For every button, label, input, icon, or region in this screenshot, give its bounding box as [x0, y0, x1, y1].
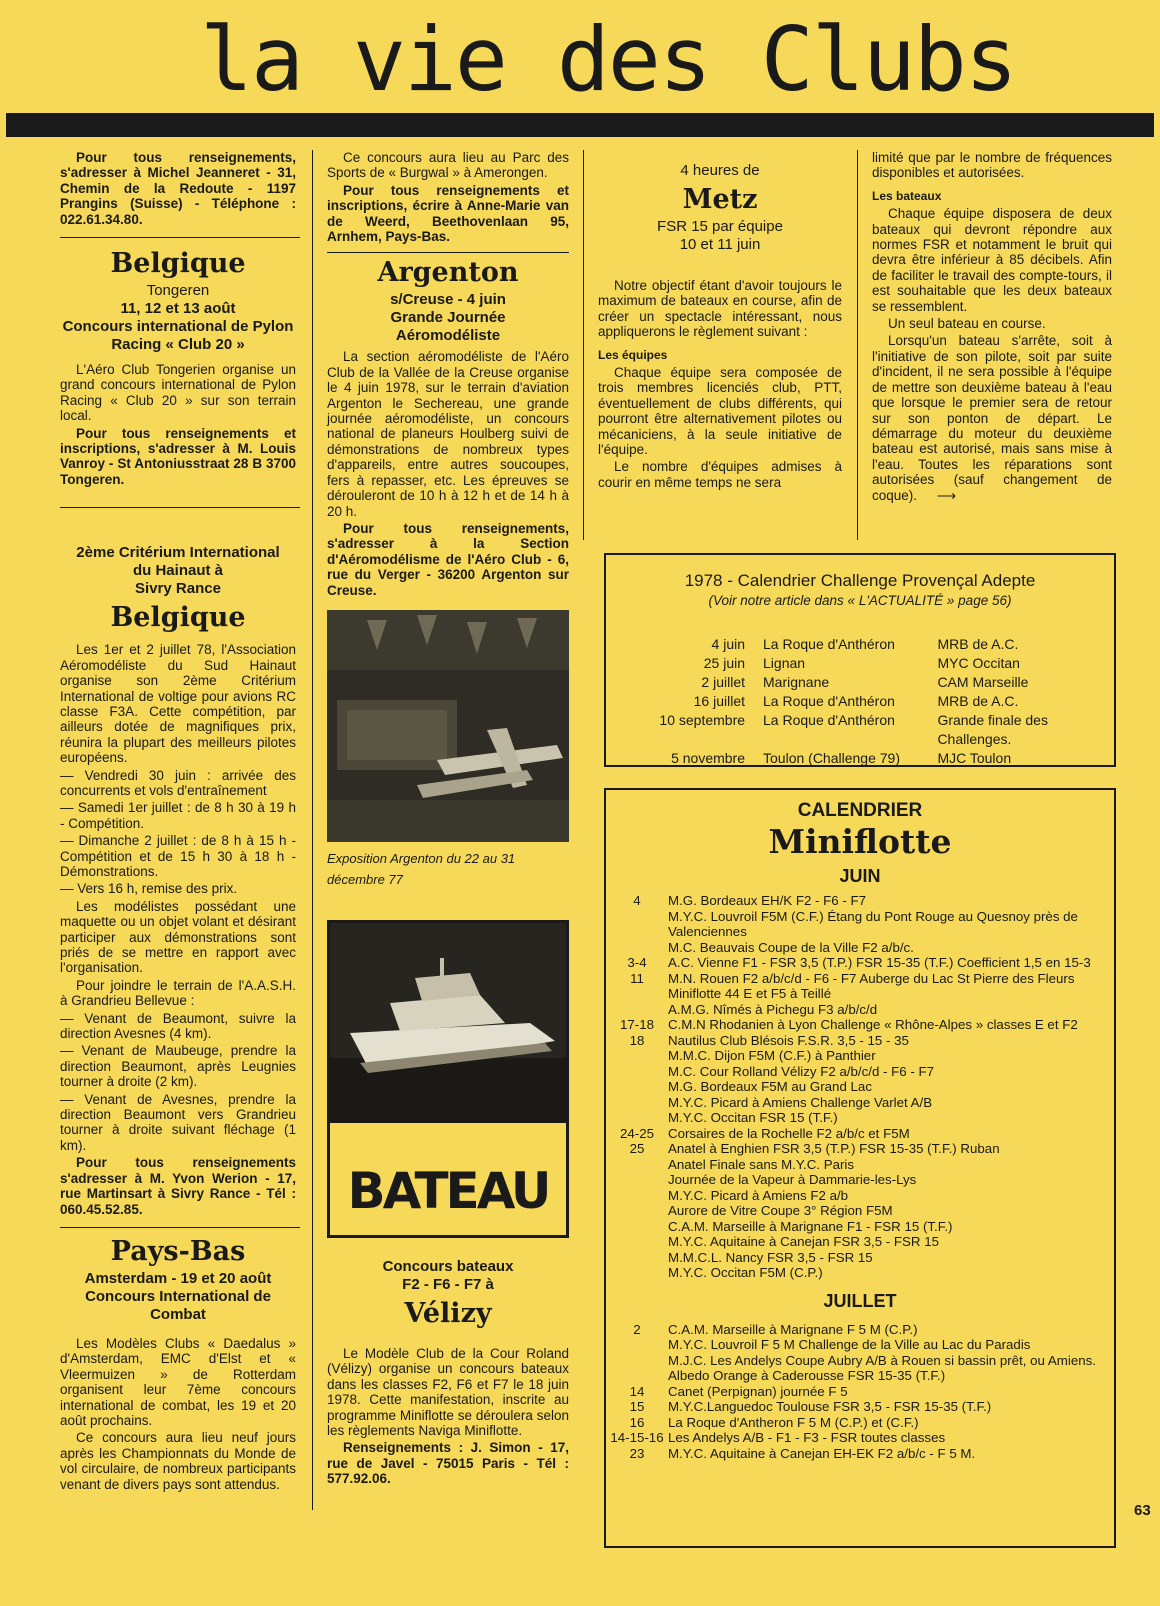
velizy-title: Vélizy — [404, 1297, 492, 1329]
belgique-tongeren-event: Concours international de Pylon Racing « Club 20 » — [62, 318, 294, 354]
calendar-provencal-row — [636, 749, 1096, 768]
miniflotte-event-date — [606, 1095, 668, 1111]
miniflotte-event-row — [606, 1048, 1114, 1064]
miniflotte-event-text: M.M.C.L. Nancy FSR 3,5 - FSR 15 — [668, 1249, 873, 1265]
miniflotte-title: Miniflotte — [768, 822, 952, 861]
page-number: 63 — [1134, 1502, 1151, 1519]
paysbas-event: Concours International de Combat — [85, 1287, 271, 1323]
metz-sub-1: FSR 15 par équipe — [657, 218, 783, 235]
belgique-sivry-title: Belgique — [110, 602, 246, 634]
velizy-kicker-1: Concours bateaux — [382, 1257, 514, 1275]
hainaut-p1: Les 1er et 2 juillet 78, l'Association Aéromodéliste du Sud Hainaut organise son 2ème Critérium International de voltige pour avions RC classe F3A. Cette compétition, par ailleurs dotée de magnifiques prix, réunira la plupart des meilleurs pilotes européens. — [60, 642, 296, 766]
belgique-tongeren-place: Tongeren — [146, 282, 210, 300]
miniflotte-event-date: 14-15-16 — [610, 1430, 664, 1445]
paysbas-title: Pays-Bas — [110, 1235, 246, 1267]
calendar-provencal-club: MJC Toulon — [937, 750, 1012, 766]
calendar-provencal-date: 25 juin — [703, 655, 746, 671]
calendar-provencal-subtitle: (Voir notre article dans « L'ACTUALITÉ » page 56) — [708, 593, 1012, 608]
miniflotte-event-row — [606, 893, 1114, 909]
calendar-provencal-date: 16 juillet — [693, 693, 746, 709]
metz-heading-bateaux: Les bateaux — [872, 188, 942, 203]
miniflotte-event-date — [606, 1265, 668, 1281]
belgique-tongeren-dates: 11, 12 et 13 août — [120, 300, 236, 318]
calendar-provencal-row — [636, 673, 1096, 692]
miniflotte-event-date — [606, 1079, 668, 1095]
continue-arrow-icon: ⟶ — [936, 487, 957, 503]
hainaut-p3: Pour joindre le terrain de l'A.A.S.H. à Grandrieu Bellevue : — [60, 977, 296, 1009]
miniflotte-event-text: Anatel à Enghien FSR 3,5 (T.P.) FSR 15-35 (T.F.) Ruban — [668, 1141, 1000, 1156]
calendar-provencal-club: CAM Marseille — [937, 674, 1029, 690]
miniflotte-event-text: M.C. Cour Rolland Vélizy F2 a/b/c/d - F6 - F7 — [668, 1063, 935, 1079]
miniflotte-event-date — [606, 1337, 668, 1353]
miniflotte-event-row — [606, 940, 1114, 956]
hainaut-contact: Pour tous renseignements s'adresser à M. Yvon Werion - 17, rue Martinsart à Sivry Rance - Tél : 060.45.52.85. — [60, 1155, 296, 1217]
miniflotte-event-date — [606, 1250, 668, 1266]
miniflotte-event-text: M.Y.C. Louvroil F 5 M Challenge de la Ville au Lac du Paradis — [668, 1337, 1031, 1352]
metz-continued: limité que par le nombre de fréquences disponibles et autorisées. — [872, 150, 1112, 181]
miniflotte-event-row — [606, 1079, 1114, 1095]
belgique-tongeren-contact: Pour tous renseignements et inscriptions, s'adresser à M. Louis Vanroy - St Antoniusstraat 28 B 3700 Tongeren. — [60, 425, 296, 487]
paysbas-contact: Pour tous renseignements et inscriptions, écrire à Anne-Marie van de Weerd, Beethovenlaan 95, Arnhem, Pays-Bas. — [327, 182, 569, 245]
calendar-provencal-row — [636, 711, 1096, 749]
miniflotte-event-date — [606, 1110, 668, 1126]
exhibition-photo-art — [327, 610, 569, 842]
velizy-kicker-2: F2 - F6 - F7 à — [402, 1275, 494, 1293]
miniflotte-event-text: M.Y.C. Aquitaine à Canejan EH-EK F2 a/b/c - F 5 M. — [668, 1445, 976, 1461]
miniflotte-event-row — [606, 1250, 1114, 1266]
miniflotte-event-row — [606, 1337, 1114, 1353]
miniflotte-event-date — [606, 1188, 668, 1204]
hainaut-line-7: — Venant de Avesnes, prendre la direction Beaumont vers Grandrieu tourner à droite suivant fléchage (1 km). — [60, 1091, 296, 1153]
separator — [60, 507, 300, 508]
miniflotte-event-row — [606, 1033, 1114, 1049]
miniflotte-event-row — [606, 1157, 1114, 1173]
miniflotte-event-date — [606, 909, 668, 940]
miniflotte-event-date: 24-25 — [619, 1125, 654, 1141]
miniflotte-event-row — [606, 1265, 1114, 1281]
miniflotte-event-text: Canet (Perpignan) journée F 5 — [668, 1383, 848, 1399]
miniflotte-event-date: 4 — [633, 893, 641, 908]
paysbas-continued: Ce concours aura lieu au Parc des Sports de « Burgwal » à Amerongen. — [327, 150, 569, 181]
miniflotte-event-text: M.G. Bordeaux F5M au Grand Lac — [668, 1079, 872, 1094]
miniflotte-event-row — [606, 909, 1114, 940]
miniflotte-event-text: Corsaires de la Rochelle F2 a/b/c et F5M — [668, 1125, 910, 1141]
miniflotte-event-row — [606, 1017, 1114, 1033]
argenton-sub-2: Grande Journée — [390, 309, 506, 327]
column-4 — [872, 150, 1112, 505]
miniflotte-event-text: M.C. Beauvais Coupe de la Ville F2 a/b/c. — [668, 939, 914, 955]
miniflotte-event-date: 15 — [629, 1399, 645, 1414]
miniflotte-event-text: C.A.M. Marseille à Marignane F1 - FSR 15 (T.F.) — [668, 1218, 953, 1234]
belgique-tongeren-title: Belgique — [110, 248, 246, 280]
metz-p5: Un seul bateau en course. — [888, 316, 1046, 332]
miniflotte-event-date: 14 — [629, 1383, 645, 1399]
hainaut-p2: Les modélistes possédant une maquette ou un objet volant et désirant participer aux démonstrations sont priés de se mettre en rapport avec l'organisation. — [60, 898, 296, 976]
miniflotte-event-text: M.Y.C. Louvroil F5M (C.F.) Étang du Pont Rouge au Quesnoy près de Valenciennes — [668, 908, 1078, 939]
calendar-provencal-club: MYC Occitan — [937, 655, 1020, 671]
column-rule-1 — [312, 150, 313, 1510]
calendar-provencal-club: MRB de A.C. — [937, 636, 1019, 652]
column-1 — [60, 150, 296, 1494]
miniflotte-event-date — [606, 986, 668, 1002]
miniflotte-event-date: 18 — [629, 1032, 645, 1048]
miniflotte-event-date: 16 — [629, 1414, 645, 1430]
miniflotte-event-row — [606, 1322, 1114, 1338]
miniflotte-event-row — [606, 1141, 1114, 1157]
miniflotte-event-text: La Roque d'Antheron F 5 M (C.P.) et (C.F.) — [668, 1414, 919, 1430]
argenton-sub-1: s/Creuse - 4 juin — [390, 291, 506, 309]
bateau-logo-box — [327, 920, 569, 1238]
miniflotte-event-date: 3-4 — [627, 955, 647, 970]
hainaut-line-2: — Samedi 1er juillet : de 8 h 30 à 19 h - Compétition. — [60, 800, 296, 831]
calendar-provencal-place: La Roque d'Anthéron — [763, 712, 895, 728]
boat-photo — [330, 923, 566, 1123]
miniflotte-event-row — [606, 955, 1114, 971]
intro-contact: Pour tous renseignements, s'adresser à Michel Jeanneret - 31, Chemin de la Redoute - 1197 Prangins (Suisse) - Téléphone : 022.61.34.80. — [60, 150, 296, 227]
calendar-provencal-place: La Roque d'Anthéron — [763, 693, 895, 709]
miniflotte-event-row — [606, 1368, 1114, 1384]
argenton-contact: Pour tous renseignements, s'adresser à la Section d'Aéromodélisme de l'Aéro Club - 6, rue du Verger - 36200 Argenton sur Creuse. — [327, 520, 569, 598]
calendar-provencal-place: Toulon (Challenge 79) — [763, 750, 900, 766]
separator — [327, 252, 569, 253]
column-2 — [327, 150, 569, 1489]
calendar-provencal-date: 10 septembre — [659, 712, 746, 728]
separator — [60, 1227, 300, 1228]
calendar-provencal-row — [636, 654, 1096, 673]
hainaut-line-5: — Venant de Beaumont, suivre la direction Avesnes (4 km). — [60, 1010, 296, 1042]
metz-p6 — [872, 333, 1112, 502]
miniflotte-event-text: C.M.N Rhodanien à Lyon Challenge « Rhône-Alpes » classes E et F2 — [668, 1017, 1078, 1032]
metz-title: Metz — [682, 184, 758, 215]
miniflotte-event-text: M.N. Rouen F2 a/b/c/d - F6 - F7 Auberge du Lac St Pierre des Fleurs — [668, 970, 1075, 986]
metz-p1: Notre objectif étant d'avoir toujours le maximum de bateaux en course, afin de créer un spectacle intéressant, nous appliquerons le règlement suivant : — [598, 278, 842, 340]
miniflotte-kicker: CALENDRIER — [797, 800, 923, 821]
calendar-provencal-box — [604, 553, 1116, 767]
argenton-sub-3: Aéromodéliste — [395, 327, 501, 345]
hainaut-line-4: — Vers 16 h, remise des prix. — [60, 881, 238, 897]
hainaut-kicker-2: du Hainaut à — [132, 562, 223, 580]
calendar-provencal-place: Lignan — [763, 655, 806, 671]
miniflotte-event-text: M.Y.C. Occitan F5M (C.P.) — [668, 1265, 823, 1280]
exhibition-caption: Exposition Argenton du 22 au 31 décembre 77 — [327, 850, 516, 887]
miniflotte-event-text: Albedo Orange à Caderousse FSR 15-35 (T.F.) — [668, 1368, 946, 1383]
miniflotte-event-date — [606, 1219, 668, 1235]
miniflotte-event-row — [606, 1064, 1114, 1080]
masthead-rule — [6, 113, 1154, 137]
miniflotte-event-text: A.M.G. Nîmés à Pichegu F3 a/b/c/d — [668, 1001, 878, 1017]
miniflotte-event-row — [606, 1002, 1114, 1018]
miniflotte-event-row — [606, 971, 1114, 987]
miniflotte-event-date — [606, 1064, 668, 1080]
paysbas-p2: Ce concours aura lieu neuf jours après les Championnats du Monde de vol circulaire, de nombreux participants venant de divers pays sont attendus. — [60, 1430, 296, 1492]
metz-heading-equipes: Les équipes — [598, 347, 668, 362]
miniflotte-event-text: M.Y.C. Aquitaine à Canejan FSR 3,5 - FSR 15 — [668, 1234, 940, 1249]
miniflotte-event-row — [606, 1095, 1114, 1111]
column-rule-2 — [583, 150, 584, 540]
miniflotte-event-row — [606, 1353, 1114, 1369]
paysbas-dates: Amsterdam - 19 et 20 août — [84, 1269, 272, 1287]
calendar-provencal-row — [636, 692, 1096, 711]
miniflotte-event-date — [606, 1203, 668, 1219]
metz-kicker: 4 heures de — [680, 162, 760, 179]
miniflotte-event-date — [606, 940, 668, 956]
miniflotte-event-date: 23 — [629, 1445, 645, 1461]
miniflotte-event-date — [606, 1002, 668, 1018]
miniflotte-event-date — [606, 1234, 668, 1250]
miniflotte-event-row — [606, 1188, 1114, 1204]
miniflotte-event-date: 25 — [629, 1141, 645, 1156]
column-rule-3 — [857, 150, 858, 540]
argenton-title: Argenton — [377, 257, 519, 289]
calendar-miniflotte-box — [604, 788, 1116, 1548]
boat-photo-art — [330, 923, 566, 1123]
hainaut-line-3: — Dimanche 2 juillet : de 8 h à 15 h - Compétition et de 15 h 30 à 18 h - Démonstrations. — [60, 833, 296, 879]
calendar-provencal-table — [636, 635, 1096, 768]
miniflotte-event-row — [606, 986, 1114, 1002]
page-masthead: la vie des Clubs — [200, 8, 1016, 111]
metz-p2: Chaque équipe sera composée de trois membres licenciés club, PTT, éventuellement de clubs différents, qui pourront être alternativement pilotes ou mécaniciens, à la seule initiative de l'équipe. — [598, 365, 842, 458]
miniflotte-event-text: Miniflotte 44 E et F5 à Teillé — [668, 986, 832, 1001]
miniflotte-event-date: 11 — [630, 970, 644, 986]
miniflotte-event-row — [606, 1384, 1114, 1400]
miniflotte-event-date: 2 — [633, 1321, 641, 1337]
miniflotte-event-text: Journée de la Vapeur à Dammarie-les-Lys — [668, 1172, 917, 1187]
calendar-provencal-row — [636, 635, 1096, 654]
metz-p3: Le nombre d'équipes admises à courir en même temps ne sera — [598, 459, 842, 490]
calendar-provencal-date: 2 juillet — [701, 674, 746, 690]
miniflotte-event-row — [606, 1219, 1114, 1235]
miniflotte-juillet-list — [606, 1322, 1114, 1462]
miniflotte-month-juin: JUIN — [839, 866, 881, 886]
paysbas-p1: Les Modèles Clubs « Daedalus » d'Amsterdam, EMC d'Elst et « Vleermuizen » de Rotterdam organisent leur 7ème concours international de combat, les 19 et 20 août prochains. — [60, 1335, 296, 1428]
miniflotte-event-text: C.A.M. Marseille à Marignane F 5 M (C.P.) — [668, 1321, 918, 1337]
column-3 — [598, 150, 842, 492]
hainaut-place: Sivry Rance — [135, 580, 221, 598]
metz-sub-2: 10 et 11 juin — [679, 236, 761, 253]
miniflotte-event-text: Anatel Finale sans M.Y.C. Paris — [668, 1156, 854, 1172]
hainaut-line-6: — Venant de Maubeuge, prendre la direction Beaumont, après Leugnies tourner à droite (2 km). — [60, 1043, 296, 1090]
miniflotte-event-row — [606, 1415, 1114, 1431]
miniflotte-event-row — [606, 1234, 1114, 1250]
miniflotte-event-row — [606, 1399, 1114, 1415]
miniflotte-event-date: 17-18 — [619, 1017, 654, 1032]
miniflotte-event-date — [606, 1353, 668, 1369]
miniflotte-event-text: M.G. Bordeaux EH/K F2 - F6 - F7 — [668, 893, 867, 908]
exhibition-photo — [327, 610, 569, 842]
calendar-provencal-place: La Roque d'Anthéron — [763, 636, 895, 652]
miniflotte-event-row — [606, 1430, 1114, 1446]
calendar-provencal-club: Grande finale des Challenges. — [937, 712, 1048, 747]
calendar-provencal-title: 1978 - Calendrier Challenge Provençal Adepte — [684, 571, 1036, 590]
bateau-logo-text: BATEAU — [347, 1161, 549, 1220]
velizy-body: Le Modèle Club de la Cour Roland (Vélizy) organise un concours bateaux dans les classes F2, F6 et F7 le 18 juin 1978. Cette manifestation, inscrite au programme Miniflotte se déroulera selon les règlements Naviga Miniflotte. — [327, 1345, 569, 1438]
calendar-provencal-place: Marignane — [763, 674, 830, 690]
miniflotte-event-row — [606, 1110, 1114, 1126]
miniflotte-event-row — [606, 1126, 1114, 1142]
miniflotte-event-text: M.Y.C. Occitan FSR 15 (T.F.) — [668, 1110, 838, 1125]
miniflotte-juin-list — [606, 893, 1114, 1281]
miniflotte-event-text: M.Y.C. Picard à Amiens F2 a/b — [668, 1187, 849, 1203]
metz-p6-text: Lorsqu'un bateau s'arrête, soit à l'initiative de son pilote, soit par suite d'incident, il ne sera possible à l'équipe de mettre son deuxième bateau à l'eau que lorsque le premier sera de retour sur son ponton de départ. Le démarrage du moteur du deuxième bateau est autorisé, mais sans mise à l'eau. Toutes les réparations sont autorisées (sauf changement de coque). — [872, 333, 1112, 503]
miniflotte-month-juillet: JUILLET — [823, 1290, 897, 1311]
calendar-provencal-date: 5 novembre — [671, 750, 746, 766]
miniflotte-event-date — [606, 1368, 668, 1384]
belgique-tongeren-body: L'Aéro Club Tongerien organise un grand concours international de Pylon Racing « Club 20 » sur son terrain local. — [60, 362, 296, 424]
miniflotte-event-row — [606, 1203, 1114, 1219]
hainaut-line-1: — Vendredi 30 juin : arrivée des concurrents et vols d'entraînement — [60, 767, 296, 798]
miniflotte-event-date — [606, 1172, 668, 1188]
metz-p4: Chaque équipe disposera de deux bateaux qui devront répondre aux normes FSR et notamment le bruit qui devra être inférieur à 85 décibels. Afin de faciliter le travail des compte-tours, il est souhaitable que les deux bateaux se ressemblent. — [872, 206, 1112, 314]
argenton-body: La section aéromodéliste de l'Aéro Club de la Vallée de la Creuse organise le 4 juin 1978, sur le terrain d'aviation Argenton le Sechereau, une grande journée aéromodéliste, un concours national de planeurs Houlberg suivi de démonstrations de nombreux types d'appareils, entre autres soucoupes, fers à repasser, etc. Les épreuves se dérouleront de 10 h à 12 h et de 14 h à 20 h. — [327, 349, 569, 519]
miniflotte-event-date — [606, 1157, 668, 1173]
calendar-provencal-club: MRB de A.C. — [937, 693, 1019, 709]
velizy-contact: Renseignements : J. Simon - 17, rue de Javel - 75015 Paris - Tél : 577.92.06. — [327, 1440, 569, 1487]
miniflotte-event-text: Les Andelys A/B - F1 - F3 - FSR toutes classes — [668, 1430, 946, 1445]
miniflotte-event-text: M.J.C. Les Andelys Coupe Aubry A/B à Rouen si bassin prêt, ou Amiens. — [668, 1352, 1096, 1368]
separator — [60, 237, 300, 238]
hainaut-kicker-1: 2ème Critérium International — [76, 544, 280, 562]
miniflotte-event-date — [606, 1048, 668, 1064]
miniflotte-event-text: M.M.C. Dijon F5M (C.F.) à Panthier — [668, 1048, 876, 1063]
miniflotte-event-row — [606, 1446, 1114, 1462]
miniflotte-event-text: M.Y.C. Picard à Amiens Challenge Varlet A/B — [668, 1094, 933, 1110]
miniflotte-event-text: M.Y.C.Languedoc Toulouse FSR 3,5 - FSR 15-35 (T.F.) — [668, 1399, 992, 1414]
miniflotte-event-text: Nautilus Club Blésois F.S.R. 3,5 - 15 - 35 — [668, 1032, 909, 1048]
miniflotte-event-text: A.C. Vienne F1 - FSR 3,5 (T.P.) FSR 15-35 (T.F.) Coefficient 1,5 en 15-3 — [668, 955, 1091, 970]
miniflotte-event-row — [606, 1172, 1114, 1188]
miniflotte-event-text: Aurore de Vitre Coupe 3° Région F5M — [668, 1203, 893, 1218]
calendar-provencal-date: 4 juin — [711, 636, 746, 652]
